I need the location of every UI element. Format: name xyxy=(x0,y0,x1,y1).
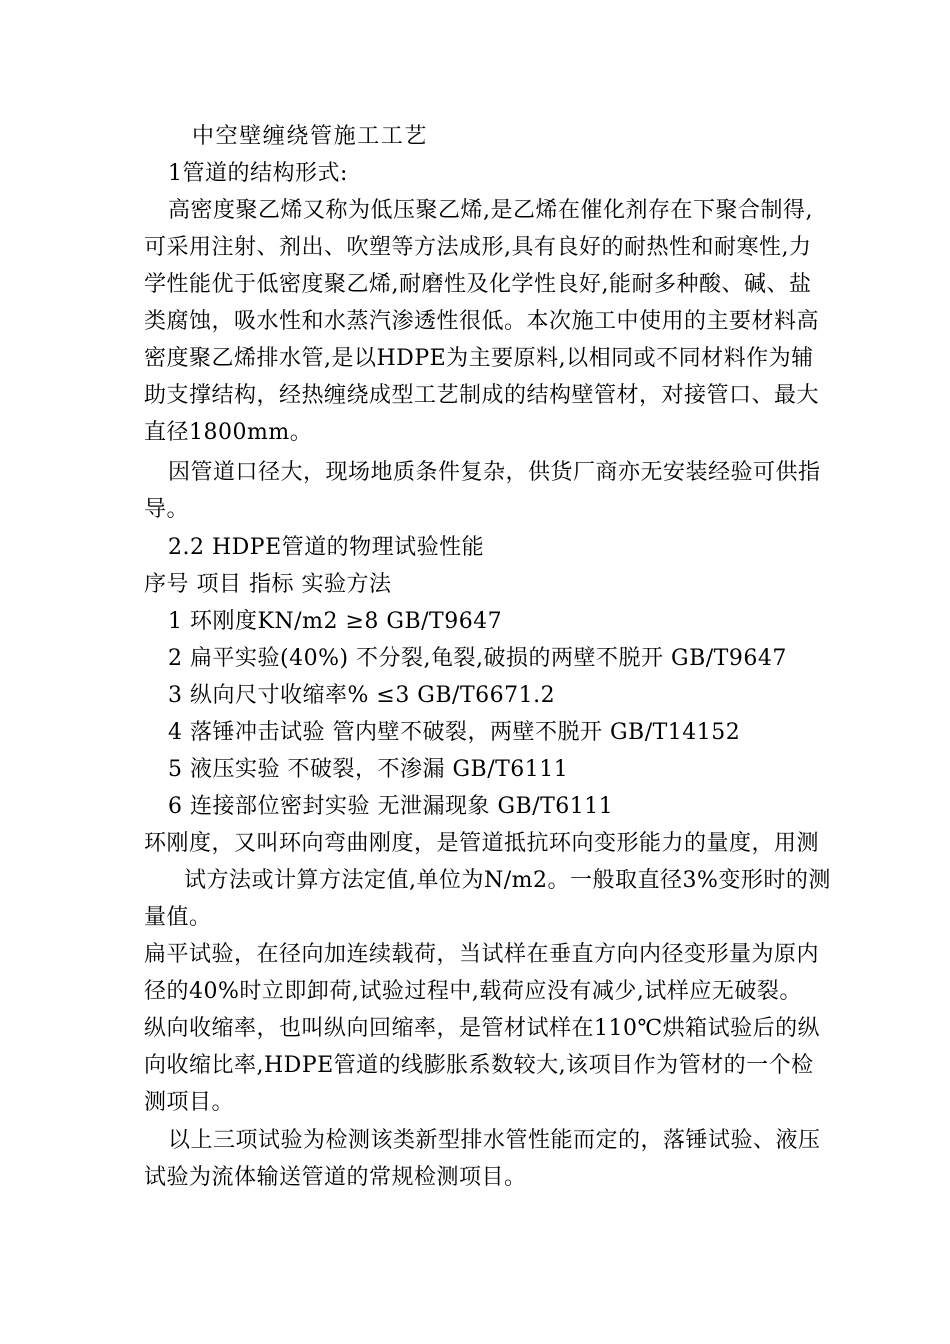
para6-line-1: 以上三项试验为检测该类新型排水管性能而定的，落锤试验、液压 xyxy=(168,1128,821,1153)
para4-line-2: 径的40%时立即卸荷,试验过程中,载荷应没有减少,试样应无破裂。 xyxy=(144,979,802,1004)
para5-line-3: 测项目。 xyxy=(144,1090,235,1115)
para2-line-2: 导。 xyxy=(144,497,190,522)
para3-line-2: 试方法或计算方法定值,单位为N/m2。一般取直径3%变形时的测 xyxy=(184,868,831,893)
para1-line-6: 助支撑结构，经热缠绕成型工艺制成的结构壁管材，对接管口、最大 xyxy=(144,383,820,408)
para5-line-2: 向收缩比率,HDPE管道的线膨胀系数较大,该项目作为管材的一个检 xyxy=(144,1053,814,1078)
para3-line-1: 环刚度，又叫环向弯曲刚度，是管道抵抗环向变形能力的量度，用测 xyxy=(144,831,820,856)
para1-line-3: 学性能优于低密度聚乙烯,耐磨性及化学性良好,能耐多种酸、碱、盐 xyxy=(144,272,812,297)
table-header: 序号 项目 指标 实验方法 xyxy=(144,572,392,597)
table-row-3: 3 纵向尺寸收缩率% ≤3 GB/T6671.2 xyxy=(168,683,556,708)
table-row-6: 6 连接部位密封实验 无泄漏现象 GB/T6111 xyxy=(168,794,614,819)
para5-line-1: 纵向收缩率，也叫纵向回缩率，是管材试样在110℃烘箱试验后的纵 xyxy=(144,1016,821,1041)
para1-line-5: 密度聚乙烯排水管,是以HDPE为主要原料,以相同或不同材料作为辅 xyxy=(144,346,814,371)
para6-line-2: 试验为流体输送管道的常规检测项目。 xyxy=(144,1165,527,1190)
table-row-4: 4 落锤冲击试验 管内壁不破裂，两壁不脱开 GB/T14152 xyxy=(168,720,741,745)
para1-line-2: 可采用注射、剂出、吹塑等方法成形,具有良好的耐热性和耐寒性,力 xyxy=(144,235,812,260)
table-row-5: 5 液压实验 不破裂，不渗漏 GB/T6111 xyxy=(168,757,569,782)
document-title: 中空壁缠绕管施工工艺 xyxy=(192,124,429,149)
para2-line-1: 因管道口径大，现场地质条件复杂，供货厂商亦无安装经验可供指 xyxy=(168,460,821,485)
para1-line-1: 高密度聚乙烯又称为低压聚乙烯,是乙烯在催化剂存在下聚合制得, xyxy=(168,198,813,223)
section1-heading: 1管道的结构形式: xyxy=(168,161,348,186)
para1-line-4: 类腐蚀，吸水性和水蒸汽渗透性很低。本次施工中使用的主要材料高 xyxy=(144,309,820,334)
para4-line-1: 扁平试验，在径向加连续载荷，当试样在垂直方向内径变形量为原内 xyxy=(144,942,820,967)
table-row-1: 1 环刚度KN/m2 ≥8 GB/T9647 xyxy=(168,609,503,634)
para1-line-7: 直径1800mm。 xyxy=(144,420,313,445)
para3-line-3: 量值。 xyxy=(144,905,212,930)
section2-heading: 2.2 HDPE管道的物理试验性能 xyxy=(168,535,485,560)
table-row-2: 2 扁平实验(40%) 不分裂,龟裂,破损的两壁不脱开 GB/T9647 xyxy=(168,646,787,671)
